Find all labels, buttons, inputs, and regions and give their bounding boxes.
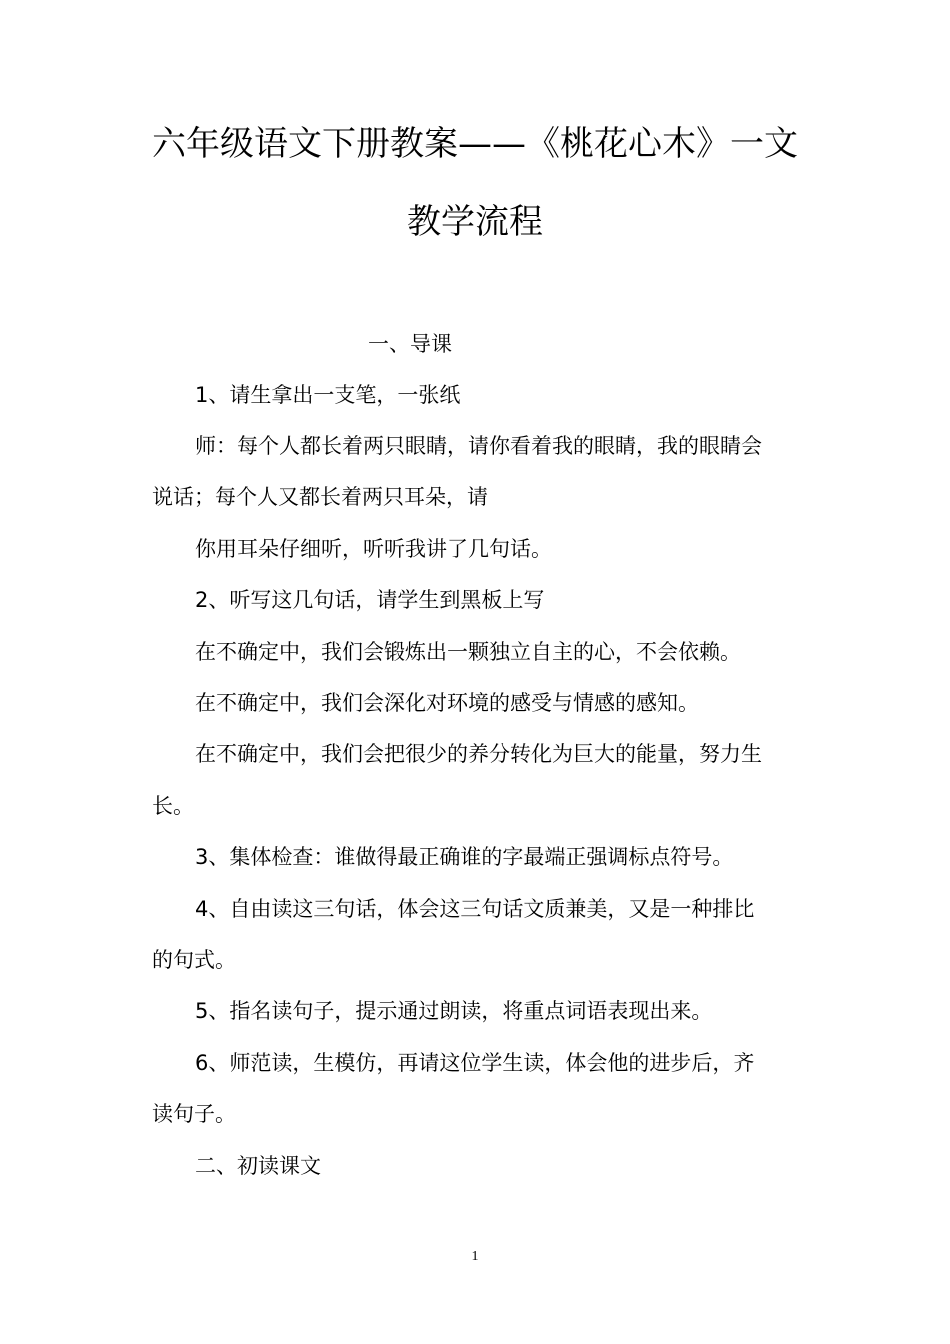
document-title-line-2: 教学流程 <box>407 202 543 242</box>
step-4-line-2: 的句式。 <box>152 948 236 972</box>
teacher-paragraph-line-3: 你用耳朵仔细听，听听我讲了几句话。 <box>195 537 552 561</box>
document-title-line-1: 六年级语文下册教案——《桃花心木》一文 <box>152 124 798 164</box>
sentence-2: 在不确定中，我们会深化对环境的感受与情感的感知。 <box>195 691 699 715</box>
section-heading-intro: 一、导课 <box>368 332 452 356</box>
page-number: 1 <box>471 1249 479 1264</box>
step-6-line-2: 读句子。 <box>152 1102 236 1126</box>
step-1: 1、请生拿出一支笔，一张纸 <box>195 383 461 407</box>
teacher-paragraph-line-2: 说话；每个人又都长着两只耳朵，请 <box>152 485 488 509</box>
step-6-line-1: 6、师范读，生模仿，再请这位学生读，体会他的进步后，齐 <box>195 1051 755 1075</box>
step-5: 5、指名读句子，提示通过朗读，将重点词语表现出来。 <box>195 999 713 1023</box>
section-heading-first-reading: 二、初读课文 <box>195 1154 321 1178</box>
step-4-line-1: 4、自由读这三句话，体会这三句话文质兼美，又是一种排比 <box>195 897 755 921</box>
sentence-1: 在不确定中，我们会锻炼出一颗独立自主的心，不会依赖。 <box>195 640 741 664</box>
sentence-3-line-1: 在不确定中，我们会把很少的养分转化为巨大的能量，努力生 <box>195 742 762 766</box>
step-3: 3、集体检查：谁做得最正确谁的字最端正强调标点符号。 <box>195 845 734 869</box>
step-2: 2、听写这几句话，请学生到黑板上写 <box>195 588 545 612</box>
teacher-paragraph-line-1: 师：每个人都长着两只眼睛，请你看着我的眼睛，我的眼睛会 <box>195 434 762 458</box>
sentence-3-line-2: 长。 <box>152 794 194 818</box>
